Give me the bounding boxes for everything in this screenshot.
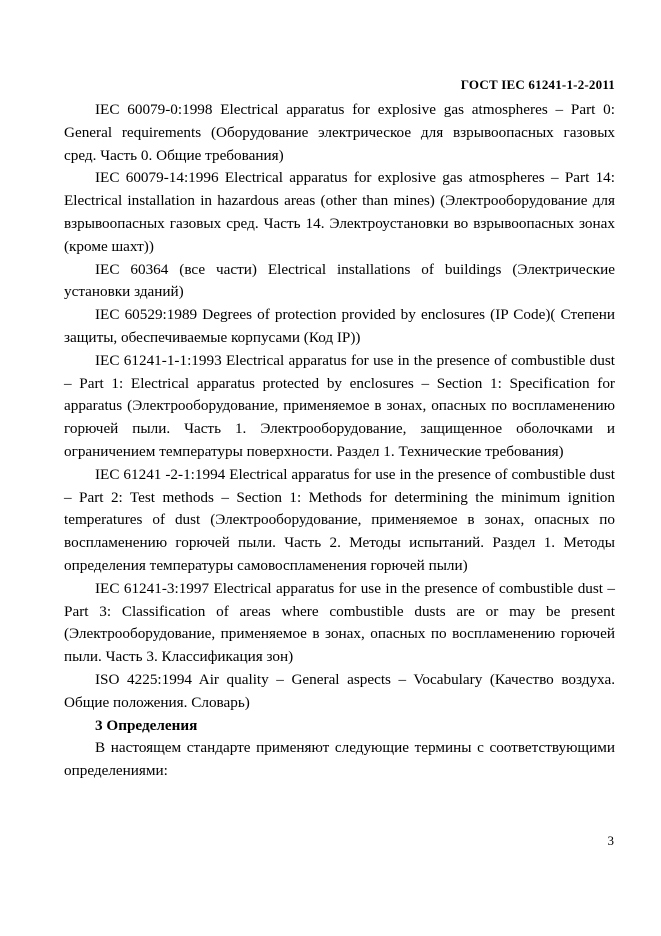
section-heading: 3 Определения	[95, 716, 198, 734]
reference-iec-60529: IEC 60529:1989 Degrees of protection provided by enclosures (IP Code)( Степени защиты, обеспечиваемые корпусами (Код IP))	[64, 306, 615, 346]
reference-iec-61241-2-1: IEC 61241 -2-1:1994 Electrical apparatus for use in the presence of combustible dust – Part 2: Test methods – Section 1: Methods for determining the minimum ignition temperatures of dust (Электрооборудование, применяемое в зонах, опасных по воспламенению горючей пыли. Часть 2. Методы испытаний. Раздел 1. Методы определения температуры самовоспламенения горючей пыли)	[64, 465, 615, 574]
reference-iec-60364: IEC 60364 (все части) Electrical installations of buildings (Электрические установки зданий)	[64, 260, 615, 301]
reference-iso-4225: ISO 4225:1994 Air quality – General aspects – Vocabulary (Качество воздуха. Общие положения. Словарь)	[64, 670, 615, 711]
page-number: 3	[607, 833, 614, 848]
reference-iec-61241-1-1: IEC 61241-1-1:1993 Electrical apparatus for use in the presence of combustible dust – Part 1: Electrical apparatus protected by enclosures – Section 1: Specification for apparatus (Электрооборудование, применяемое в зонах, опасных по воспламенению горючей пыли. Часть 1. Электрооборудование, защищенное оболочками и ограничением температуры поверхности. Раздел 1. Технические требования)	[64, 351, 615, 460]
reference-iec-60079-0: IEC 60079-0:1998 Electrical apparatus for explosive gas atmospheres – Part 0: General requirements (Оборудование электрическое для взрывоопасных газовых сред. Часть 0. Общие требования)	[64, 101, 615, 164]
document-code-header: ГОСТ IEC 61241-1-2-2011	[460, 77, 615, 92]
page-content	[64, 99, 615, 783]
section-intro: В настоящем стандарте применяют следующие термины с соответствующими определениями:	[64, 739, 615, 780]
reference-iec-60079-14: IEC 60079-14:1996 Electrical apparatus for explosive gas atmospheres – Part 14: Electrical installation in hazardous areas (other than mines) (Электрооборудование для взрывоопасных газовых сред. Часть 14. Электроустановки во взрывоопасных зонах (кроме шахт))	[64, 169, 615, 255]
reference-iec-61241-3: IEC 61241-3:1997 Electrical apparatus for use in the presence of combustible dust – Part 3: Classification of areas where combustible dusts are or may be present (Электрооборудование, применяемое в зонах, опасных по воспламенению горючей пыли. Часть 3. Классификация зон)	[64, 579, 615, 666]
